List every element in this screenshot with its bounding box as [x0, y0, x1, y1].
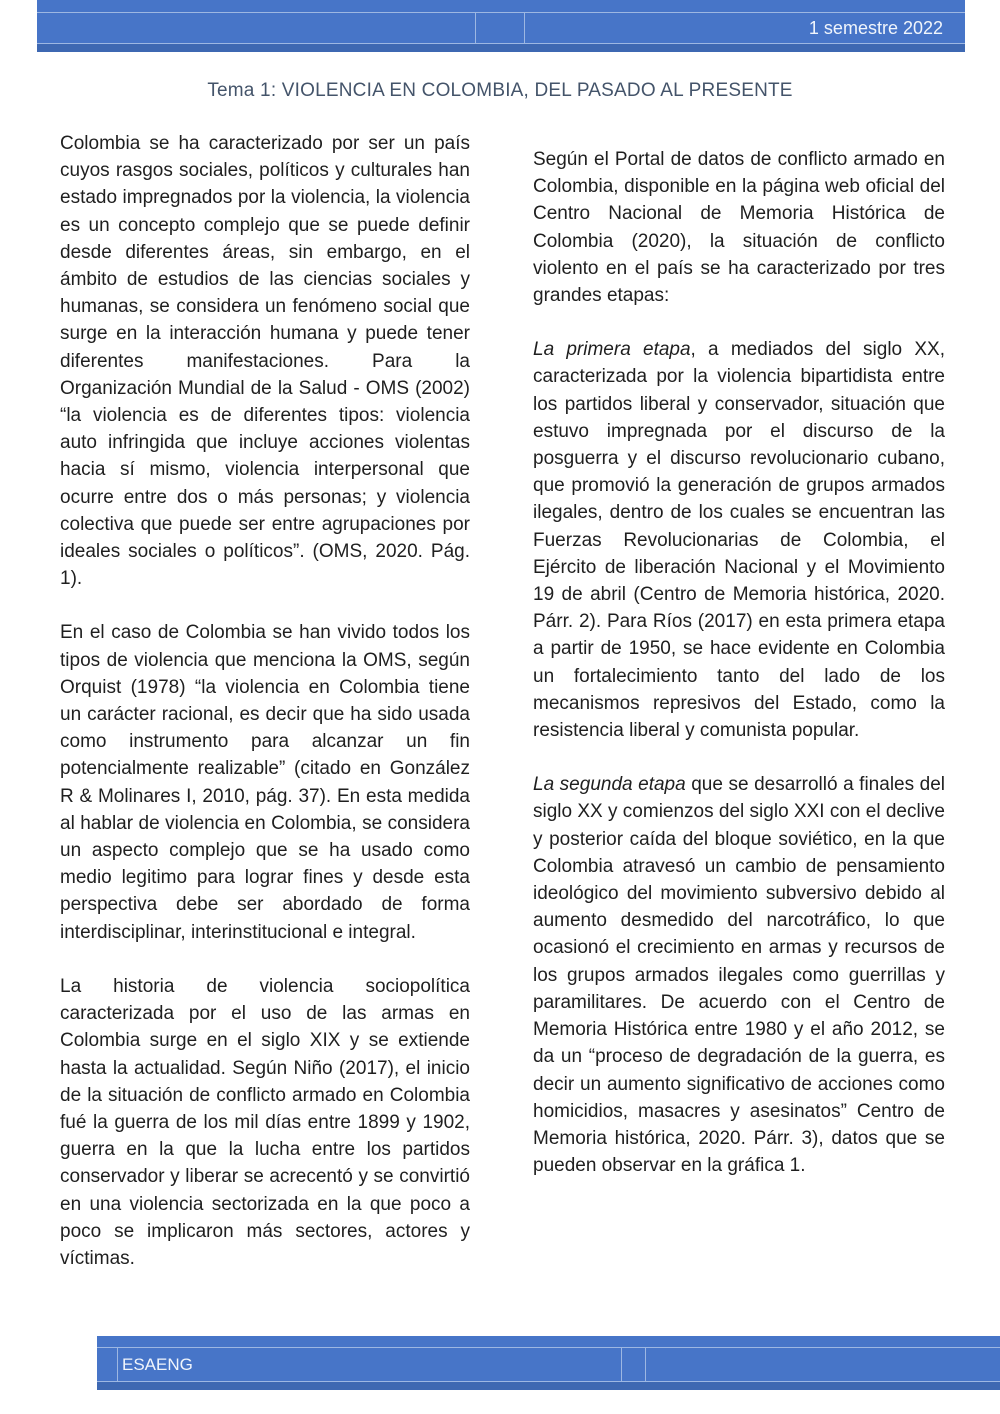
semester-label: 1 semestre 2022 [808, 17, 943, 38]
paragraph-right-3-text: que se desarrolló a finales del siglo XX y comienzos del siglo XXI con el declive y posterior caída del bloque soviético, en la que Colombia atravesó un cambio de pensamiento ideológico del movimiento subversivo debido al aumento desmedido del narcotráfico, lo que ocasionó el crecimiento en armas y recursos de los grupos armados ilegales como guerrillas y paramilitares. De acuerdo con el Centro de Memoria Histórica entre 1980 y el año 2012, se da un “proceso de degradación de la guerra, es decir un aumento significativo de acciones como homicidios, masacres y asesinatos” Centro de Memoria histórica, 2020. Párr. 3), datos que se pueden observar en la gráfica 1. [533, 774, 946, 1177]
footer-main-row [97, 1348, 1000, 1381]
paragraph-right-1-text: Según el Portal de datos de conflicto armado en Colombia, disponible en la página web oficial del Centro Nacional de Memoria Histórica de Colombia (2020), la situación de conflicto violento en el país se ha caracterizado por tres grandes etapas: [533, 149, 945, 307]
header-main-row [37, 13, 965, 43]
header-cell-right [525, 13, 965, 43]
paragraph-left-3: La historia de violencia sociopolítica caracterizada por el uso de las armas en Colombia surge en el siglo XIX y se extiende hasta la actualidad. Según Niño (2017), el inicio de la situación de conflicto armado en Colombia fué la guerra de los mil días entre 1899 y 1902, guerra en la que la lucha entre los partidos conservador y liberar se acrecentó y se convirtió en una violencia sectorizada en la que poco a poco se implicaron más sectores, actores y víctimas. [60, 975, 470, 1269]
footer-org-label: ESAENG [122, 1354, 193, 1374]
paragraph-left-2: En el caso de Colombia se han vivido todos los tipos de violencia que menciona la OMS, según Orquist (1978) “la violencia en Colombia tiene un carácter racional, es decir que ha sido usada como instrumento para alcanzar un fin potencialmente realizable” (citado en González R & Molinares I, 2010, pág. 37). En esta medida al hablar de violencia en Colombia, se considera un aspecto complejo que se ha usado como medio legitimo para lograr fines y desde esta perspectiva debe ser abordado de forma interdisciplinar, interinstitucional e integral. [60, 622, 470, 943]
footer-cell-middle [622, 1348, 646, 1381]
paragraph-right-2 [533, 336, 945, 744]
page-footer [97, 1336, 1000, 1390]
paragraph-right-1 [533, 146, 945, 309]
paragraph-right-3-lead: La segunda etapa [533, 774, 686, 796]
footer-top-strip [97, 1336, 1000, 1348]
page-title: Tema 1: VIOLENCIA EN COLOMBIA, DEL PASADO AL PRESENTE [207, 80, 793, 101]
paragraph-right-2-lead: La primera etapa [533, 339, 691, 361]
header-cell-middle [476, 13, 525, 43]
footer-cell-right [646, 1348, 1000, 1381]
paragraph-left-1: Colombia se ha caracterizado por ser un país cuyos rasgos sociales, políticos y culturales han estado impregnados por la violencia, la violencia es un concepto complejo que se puede definir desde diferentes áreas, sin embargo, en el ámbito de estudios de las ciencias sociales y humanas, se considera un fenómeno social que surge en la interacción humana y puede tener diferentes manifestaciones. Para la Organización Mundial de la Salud - OMS (2002) “la violencia es de diferentes tipos: violencia auto infringida que incluye acciones violentas hacia sí mismo, violencia interpersonal que ocurre entre dos o más personas; y violencia colectiva que puede ser entre agrupaciones por ideales sociales o políticos”. (OMS, 2020. Pág. 1). [60, 133, 470, 590]
page-header [37, 0, 965, 52]
paragraph-right-3 [533, 771, 945, 1179]
paragraph-right-2-text: , a mediados del siglo XX, caracterizada por la violencia bipartidista entre los partidos liberal y conservador, situación que estuvo impregnada por el discurso de la posguerra y el discurso revolucionario cubano, que promovió la generación de grupos armados ilegales, dentro de los cuales se encuentran las Fuerzas Revolucionarias de Colombia, el Ejército de liberación Nacional y el Movimiento 19 de abril (Centro de Memoria histórica, 2020. Párr. 2). Para Ríos (2017) en esta primera etapa a partir de 1950, se hace evidente en Colombia un fortalecimiento tanto del lado de los mecanismos represivos del Estado, como la resistencia liberal y comunista popular. [533, 339, 945, 742]
footer-cell-label [118, 1348, 622, 1381]
footer-bottom-strip [97, 1381, 1000, 1390]
header-top-strip [37, 0, 965, 13]
right-column [533, 130, 945, 1206]
header-bottom-strip [37, 43, 965, 52]
footer-cell-spacer [97, 1348, 118, 1381]
left-column [60, 130, 470, 1299]
header-cell-left [37, 13, 476, 43]
